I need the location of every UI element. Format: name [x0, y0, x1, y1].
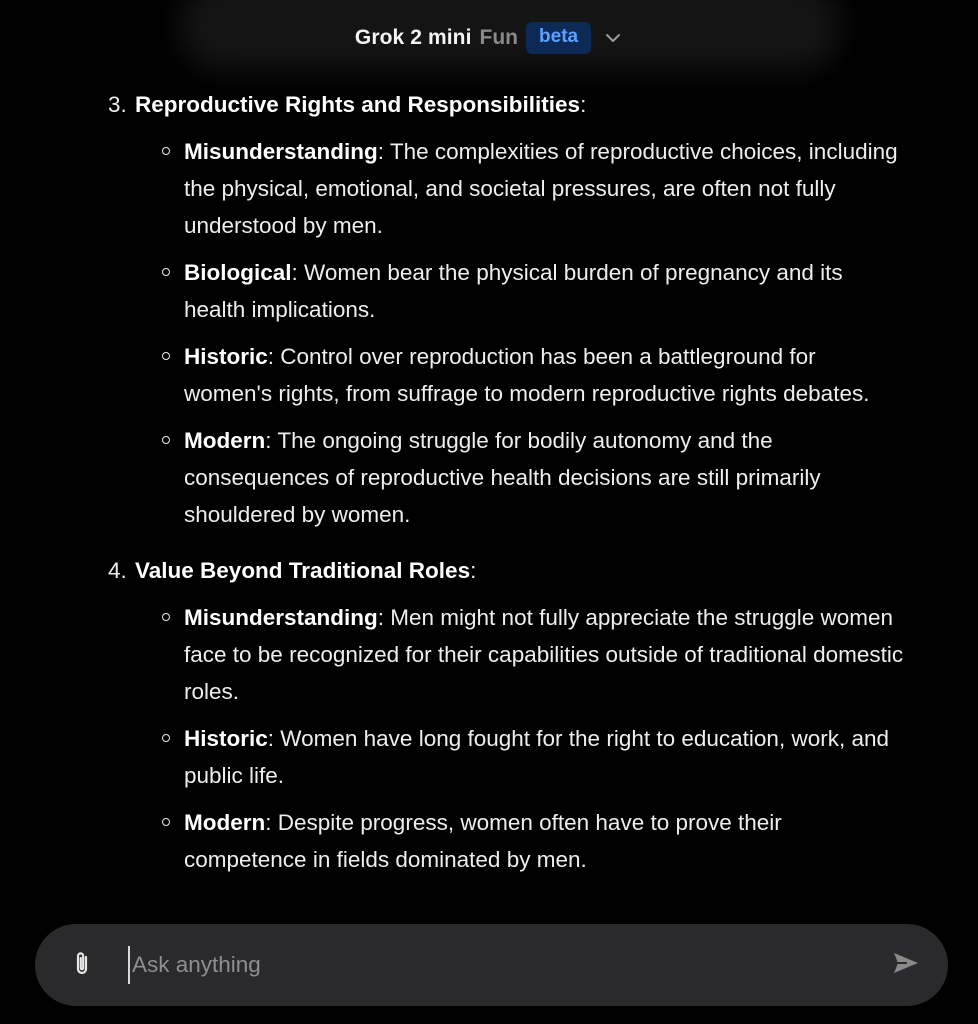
circle-bullet-icon: [162, 613, 170, 621]
bullet-term: Modern: [184, 810, 266, 835]
list-item: [184, 720, 908, 794]
bullet-list: [108, 599, 908, 878]
send-button[interactable]: [886, 946, 926, 984]
bullet-text: : The complexities of reproductive choices, including the physical, emotional, and societal pressures, are often not fully understood by men.: [184, 139, 898, 238]
circle-bullet-icon: [162, 436, 170, 444]
model-name: Grok 2 mini: [354, 26, 472, 49]
section-suffix: :: [470, 558, 477, 583]
list-item: [184, 804, 908, 878]
bullet-text: : Despite progress, women often have to prove their competence in fields dominated by men.: [184, 810, 782, 872]
list-item: [184, 422, 908, 533]
section-heading: [108, 552, 908, 589]
bullet-term: Misunderstanding: [184, 139, 378, 164]
section-number: 3.: [108, 92, 127, 117]
list-item: [184, 133, 908, 244]
list-item: [184, 599, 908, 710]
circle-bullet-icon: [162, 268, 170, 276]
section-title: Value Beyond Traditional Roles: [135, 558, 471, 583]
bullet-text: : Men might not fully appreciate the struggle women face to be recognized for their capabilities outside of traditional domestic roles.: [184, 605, 904, 704]
bullet-list: [108, 133, 908, 533]
section-number: 4.: [108, 558, 127, 583]
bullet-text: : The ongoing struggle for bodily autonomy and the consequences of reproductive health decisions are still primarily shouldered by women.: [184, 428, 821, 527]
bullet-term: Modern: [184, 428, 266, 453]
circle-bullet-icon: [162, 818, 170, 826]
send-icon: [891, 950, 921, 981]
paperclip-icon: [71, 950, 93, 983]
circle-bullet-icon: [162, 734, 170, 742]
bullet-text: : Women bear the physical burden of pregnancy and its health implications.: [184, 260, 843, 322]
assistant-message: [108, 86, 908, 878]
beta-badge: beta: [526, 22, 591, 54]
attach-button[interactable]: [64, 952, 100, 980]
bullet-text: : Control over reproduction has been a battleground for women's rights, from suffrage to modern reproductive rights debates.: [184, 344, 870, 406]
list-item: [184, 254, 908, 328]
bullet-term: Historic: [184, 726, 268, 751]
list-section: [108, 552, 908, 878]
circle-bullet-icon: [162, 352, 170, 360]
chat-header: [0, 0, 978, 76]
model-mode: Fun: [479, 26, 519, 49]
bullet-term: Biological: [184, 260, 292, 285]
circle-bullet-icon: [162, 147, 170, 155]
chevron-down-icon[interactable]: [603, 28, 623, 48]
list-section: [108, 86, 908, 533]
section-heading: [108, 86, 908, 123]
bullet-text: : Women have long fought for the right to education, work, and public life.: [184, 726, 889, 788]
bullet-term: Misunderstanding: [184, 605, 378, 630]
list-item: [184, 338, 908, 412]
bullet-term: Historic: [184, 344, 268, 369]
section-title: Reproductive Rights and Responsibilities: [135, 92, 581, 117]
prompt-input[interactable]: [128, 946, 852, 984]
model-selector[interactable]: [355, 19, 623, 57]
section-suffix: :: [580, 92, 587, 117]
